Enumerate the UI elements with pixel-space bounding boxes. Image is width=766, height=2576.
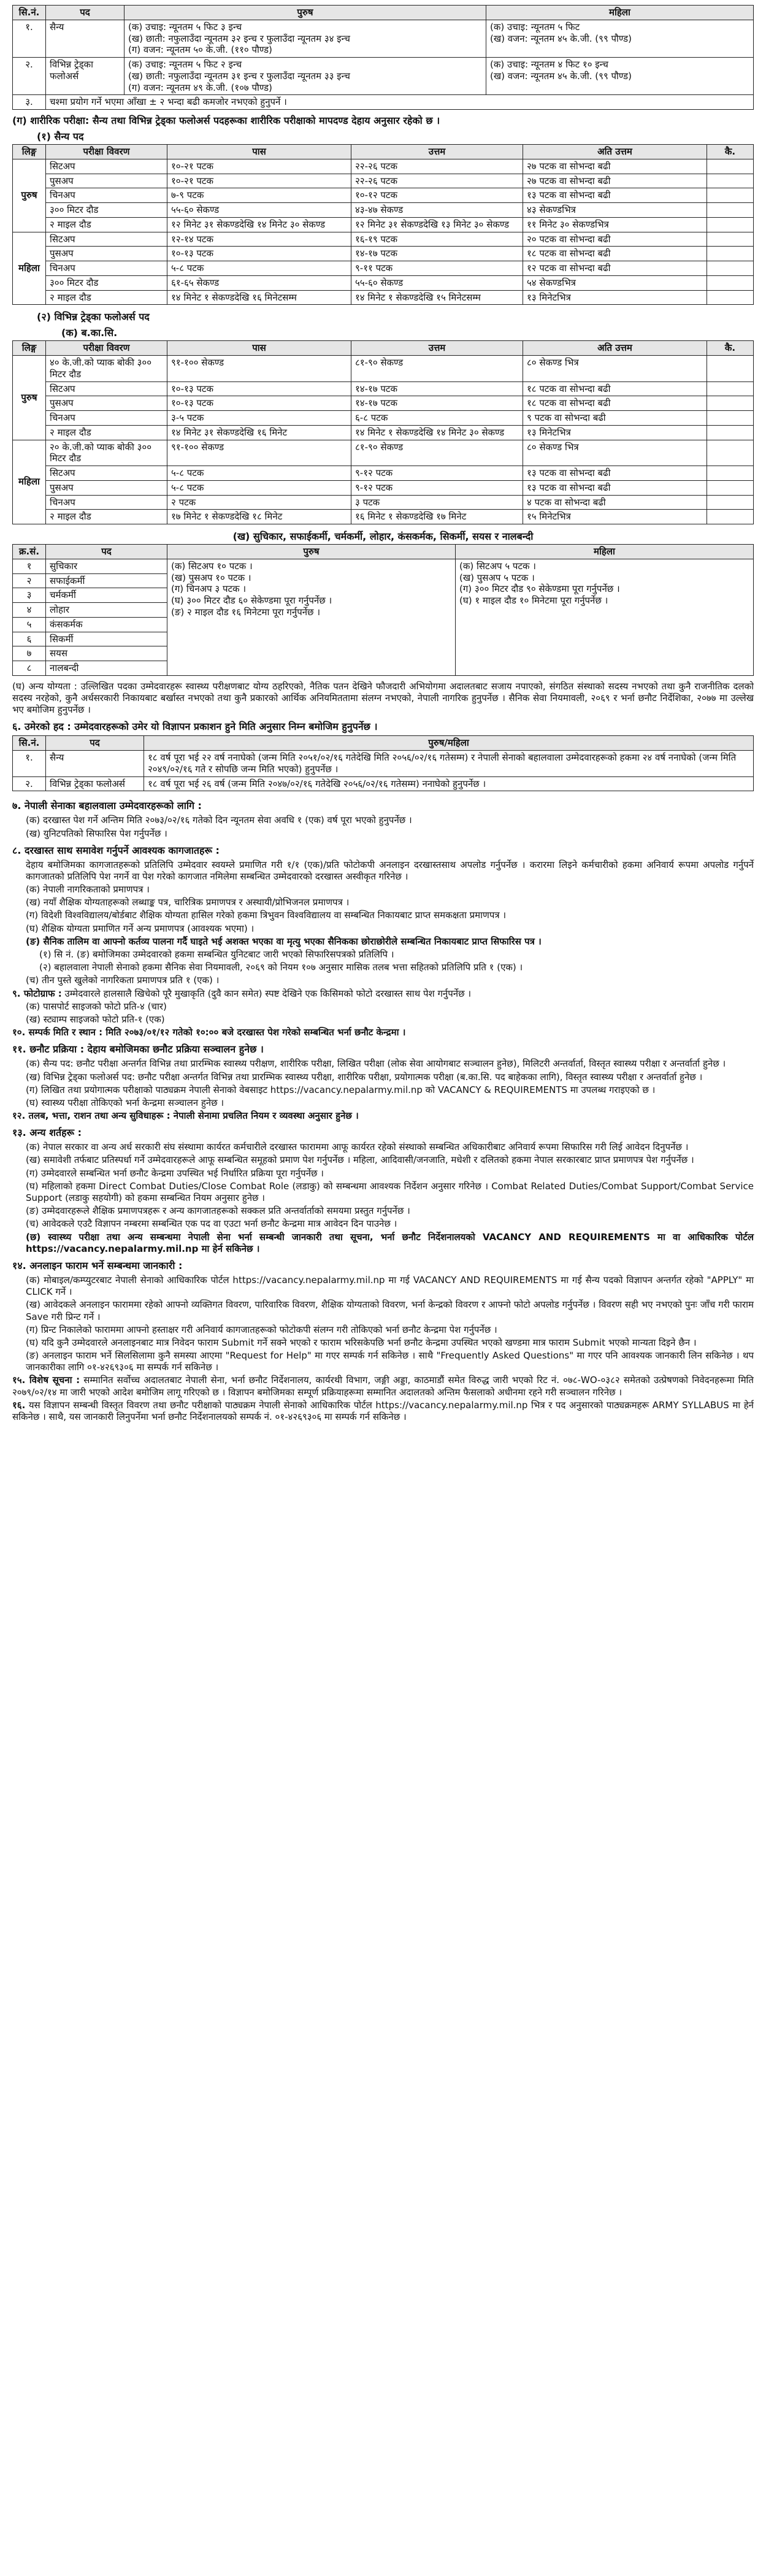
good-value: ४३-४७ सेकण्ड — [351, 203, 523, 218]
header-male: पुरुष — [167, 545, 456, 559]
header-test: परीक्षा विवरण — [46, 341, 167, 356]
sec8-item: (घ) शैक्षिक योग्यता प्रमाणित गर्ने अन्य प्रमाणपत्र (आवश्यक भएमा) । — [26, 922, 255, 934]
row-sn: ५ — [13, 617, 46, 632]
remarks-cell — [707, 217, 754, 232]
excellent-value: ४ पटक वा सोभन्दा बढी — [523, 495, 707, 510]
sec13-item: (ग) उम्मेदवारले सम्बन्धित भर्ना छनौट केन्द्रमा उपस्थित भई निर्धारित प्रक्रिया पूरा गर्नुपर्नेछ । — [26, 1167, 324, 1179]
table-row — [13, 510, 754, 524]
good-value: ९-११ पटक — [351, 261, 523, 276]
test-name: ३०० मिटर दौड — [46, 203, 167, 218]
remarks-cell — [707, 356, 754, 382]
row-male — [124, 58, 486, 95]
remarks-cell — [707, 188, 754, 203]
pass-value: १०-१३ पटक — [167, 396, 351, 411]
good-value: १४-१७ पटक — [351, 247, 523, 261]
gender-label: पुरुष — [13, 159, 46, 232]
excellent-value: १८ पटक वा सोभन्दा बढी — [523, 396, 707, 411]
pass-value: ६१-६५ सेकण्ड — [167, 275, 351, 290]
remarks-cell — [707, 396, 754, 411]
good-value: ९-१२ पटक — [351, 480, 523, 495]
test-name: पुसअप — [46, 247, 167, 261]
table-row — [13, 396, 754, 411]
female-requirement: (ख) पुसअप ५ पटक । — [459, 572, 535, 583]
excellent-value: १३ पटक वा सोभन्दा बढी — [523, 480, 707, 495]
excellent-value: १२ पटक वा सोभन्दा बढी — [523, 261, 707, 276]
document — [12, 0, 754, 1423]
sec11-item: (क) सैन्य पद: छनौट परीक्षा अन्तर्गत विभिन्न तथा प्रारम्भिक स्वास्थ्य परीक्षण, शारीरिक परीक्षा, लिखित परीक्षा (लोक सेवा आयोगबाट सञ्चालन हुनेछ), मिलिटरी अन्तर्वार्ता, विस्तृत स्वास्थ्य परीक्षा र अन्तर्वार्ता हुनेछ । — [26, 1058, 726, 1070]
header-male: पुरुष — [124, 6, 486, 20]
table-row — [13, 425, 754, 440]
excellent-value: २७ पटक वा सोभन्दा बढी — [523, 174, 707, 188]
table-row — [13, 58, 754, 95]
table-row — [13, 217, 754, 232]
sec13-item: (ख) समावेशी तर्फबाट प्रतिस्पर्धा गर्ने उम्मेदवारहरूले आफू सम्बन्धित समूहको प्रमाण पेश गर्नुपर्नेछ । महिला, आदिवासी/जनजाति, मधेशी र दलितको हकमा नेपाल सरकारबाट प्राप्त प्रमाणपत्र पेश गर्नुपर्नेछ । — [26, 1154, 694, 1166]
good-value: ८१-९० सेकण्ड — [351, 356, 523, 382]
row-post: नालबन्दी — [46, 661, 167, 676]
sec7-item: (क) दरखास्त पेश गर्ने अन्तिम मिति २०७३/०२/१६ गतेको दिन न्यूनतम सेवा अवधि १ (एक) वर्ष पूरा भएको हुनुपर्नेछ । — [26, 815, 412, 826]
row-sn: १. — [13, 751, 46, 777]
table-row — [13, 776, 754, 791]
excellent-value: ५४ सेकण्डभित्र — [523, 275, 707, 290]
male-requirement: (घ) ३०० मिटर दौड ६० सेकेण्डमा पूरा गर्नुपर्नेछ । — [171, 595, 332, 606]
gender-label: महिला — [13, 232, 46, 305]
row-sn: ६ — [13, 632, 46, 646]
excellent-value: १८ पटक वा सोभन्दा बढी — [523, 247, 707, 261]
row-post: विभिन्न ट्रेड्का फलोअर्स — [46, 58, 124, 95]
remarks-cell — [707, 290, 754, 305]
other-qualification-note: (घ) अन्य योग्यता : उल्लिखित पदका उम्मेदवारहरू स्वास्थ्य परीक्षणबाट योग्य ठहरिएको, नैतिक पतन देखिने फौजदारी अभियोगमा अदालतबाट सजाय नपाएको, संगठित संस्थाको सदस्य नभएको तथा कुनै राजनीतिक दलको सदस्य नरहेको, कुनै अर्धसरकारी निकायबाट बर्खास्त नभएको तथा कुनै प्रकारको आर्थिक अनियमिततामा संलग्न नभएको, नेपाली नागरिक हुनुपर्नेछ । सैनिक सेवा नियमावली, २०६९ र भर्ना छनौट निर्देशिका, २०७७ मा उल्लेख भए बमोजिम हुनुपर्नेछ । — [12, 680, 754, 716]
row-sn: २. — [13, 58, 46, 95]
header-female: महिला — [456, 545, 754, 559]
test-name: सिटअप — [46, 466, 167, 481]
excellent-value: १३ पटक वा सोभन्दा बढी — [523, 188, 707, 203]
test-name: २० के.जी.को प्याक बोकी ३०० मिटर दौड — [46, 440, 167, 466]
excellent-value: १८ पटक वा सोभन्दा बढी — [523, 381, 707, 396]
pass-value: १०-२१ पटक — [167, 174, 351, 188]
pass-value: २ पटक — [167, 495, 351, 510]
female-height: (क) उचाइ: न्यूनतम ५ फिट — [490, 21, 580, 33]
test-name: पुसअप — [46, 396, 167, 411]
support-trades-table — [12, 544, 754, 676]
test-name: पुसअप — [46, 480, 167, 495]
good-value: ३ पटक — [351, 495, 523, 510]
table-row — [13, 159, 754, 174]
header-sn: सि.नं. — [13, 736, 46, 751]
good-value: १२ मिनेट ३१ सेकण्डदेखि १३ मिनेट ३० सेकण्ड — [351, 217, 523, 232]
sec14-item: (ङ) अनलाइन फाराम भर्ने सिलसिलामा कुनै समस्या आएमा "Request for Help" मा गएर सम्पर्क गर्न सकिनेछ । साथै "Frequently Asked Questions" मा गएर पनि आवश्यक जानकारी लिन सकिनेछ । थप जानकारीका लागि ०१-४२६९३०६ मा सम्पर्क गर्न सकिनेछ । — [26, 1350, 754, 1373]
sec15-text: सम्मानित सर्वोच्च अदालतबाट नेपाली सेना, भर्ना छनौट निर्देशनालय, कार्यरथी विभाग, जङ्गी अड्डा, काठमाडौं समेत विरुद्ध जारी भएको रिट नं. ०७८-WO-०३८२ समेतको उत्प्रेषणको निवेदनहरूमा मिति २०७९/०२/१४ मा जारी भएको आदेश बमोजिम लागू गरिएको छ । विज्ञापन बमोजिमका सम्पूर्ण प्रक्रियाहरूमा सम्मानित अदालतको अन्तिम फैसलाको अधीनमा रहने गरी सञ्चालन गरिनेछ । — [12, 1374, 754, 1398]
row-post: सैन्य — [46, 751, 144, 777]
age-limit-table — [12, 735, 754, 791]
remarks-cell — [707, 425, 754, 440]
excellent-value: ११ मिनेट ३० सेकण्डभित्र — [523, 217, 707, 232]
sec13-item: (घ) महिलाको हकमा Direct Combat Duties/Close Combat Role (लडाकु) को सम्बन्धमा आवश्यक निर्देशन अनुसार गरिनेछ । Combat Related Duties/Combat Support/Combat Service Support (लडाकु सहयोगी) को हकमा सम्बन्धित नियम अनुसार हुनेछ । — [26, 1180, 754, 1203]
excellent-value: २७ पटक वा सोभन्दा बढी — [523, 159, 707, 174]
row-female — [486, 58, 754, 95]
remarks-cell — [707, 159, 754, 174]
good-value: १६ मिनेट १ सेकण्डदेखि १७ मिनेट — [351, 510, 523, 524]
sec11-item: (ग) लिखित तथा प्रयोगात्मक परीक्षाको पाठ्यक्रम नेपाली सेनाको वेबसाइट https://vacancy.nepalarmy.mil.np को VACANCY & REQUIREMENTS मा उपलब्ध गराइएको छ । — [26, 1084, 656, 1095]
table-row — [13, 495, 754, 510]
remarks-cell — [707, 510, 754, 524]
remarks-cell — [707, 480, 754, 495]
sec9-item: (ख) स्ट्याम्प साइजको फोटो प्रति-१ (एक) — [26, 1013, 165, 1025]
male-requirement: (ग) चिनअप ३ पटक । — [171, 583, 247, 595]
remarks-cell — [707, 174, 754, 188]
sec13-item: (च) आवेदकले एउटै विज्ञापन नम्बरमा सम्बन्धित एक पद वा एउटा भर्ना छनौट केन्द्रमा मात्र आवेदन दिन पाउनेछ । — [26, 1218, 397, 1230]
header-post: पद — [46, 6, 124, 20]
test-name: ४० के.जी.को प्याक बोकी ३०० मिटर दौड — [46, 356, 167, 382]
remarks-cell — [707, 203, 754, 218]
good-value: १६-१९ पटक — [351, 232, 523, 247]
excellent-value: १३ पटक वा सोभन्दा बढी — [523, 466, 707, 481]
table-row — [13, 20, 754, 57]
male-weight: (ग) वजन: न्यूनतम ४९ के.जी. (१०७ पौण्ड) — [128, 82, 272, 93]
pass-value: १०-१३ पटक — [167, 381, 351, 396]
test-name: ३०० मिटर दौड — [46, 275, 167, 290]
row-post: सफाईकर्मी — [46, 573, 167, 588]
good-value: १४ मिनेट १ सेकण्डदेखि १५ मिनेटसम्म — [351, 290, 523, 305]
follower-fitness-table — [12, 340, 754, 524]
sec8-item: (ख) नयाँ शैक्षिक योग्यताहरूको लब्धाङ्क पत्र, चारित्रिक प्रमाणपत्र र अस्थायी/प्रोभिजनल प्रमाणपत्र । — [26, 897, 350, 908]
table-row — [13, 381, 754, 396]
sec9-title: ९. फोटोग्राफ : — [12, 987, 62, 999]
header-sn: सि.नं. — [13, 6, 46, 20]
age-heading: ६. उमेरको हद : उम्मेदवारहरूको उमेर यो विज्ञापन प्रकाशन हुने मिति अनुसार निम्न बमोजिम हुनुपर्नेछ । — [12, 721, 378, 733]
pass-value: ५-८ पटक — [167, 261, 351, 276]
header-good: उत्तम — [351, 341, 523, 356]
header-remarks: कै. — [707, 145, 754, 159]
sec14-title: १४. अनलाइन फाराम भर्ने सम्बन्धमा जानकारी : — [12, 1259, 183, 1271]
table-row — [13, 174, 754, 188]
male-requirement: (ङ) २ माइल दौड १६ मिनेटमा पूरा गर्नुपर्नेछ । — [171, 606, 321, 618]
row-post: सुचिकार — [46, 559, 167, 573]
sec13-item: (ङ) उम्मेदवारहरूले शैक्षिक प्रमाणपत्रहरू र अन्य कागजातहरूको सक्कल प्रति अन्तर्वार्ताको समयमा प्रस्तुत गर्नुपर्नेछ । — [26, 1205, 410, 1217]
gender-label: पुरुष — [13, 356, 46, 440]
remarks-cell — [707, 495, 754, 510]
male-chest: (ख) छाती: नफुलाउँदा न्यूनतम ३२ इन्च र फुलाउँदा न्यूनतम ३४ इन्च — [128, 33, 350, 44]
follower-title: (२) विभिन्न ट्रेड्का फलोअर्स पद — [37, 311, 150, 323]
header-post: पद — [46, 545, 167, 559]
header-pass: पास — [167, 145, 351, 159]
sec9-item: (क) पासपोर्ट साइजको फोटो प्रति-४ (चार) — [26, 1000, 167, 1012]
sec10: १०. सम्पर्क मिति र स्थान : मिति २०७३/०१/१२ गतेको १०:०० बजे दरखास्त पेश गरेको सम्बन्धित भर्ना छनौट केन्द्रमा । — [12, 1027, 406, 1038]
remarks-cell — [707, 275, 754, 290]
row-eyesight: चश्मा प्रयोग गर्ने भएमा आँखा ± २ भन्दा बढी कमजोर नभएको हुनुपर्ने । — [46, 95, 754, 110]
row-post: चर्मकर्मी — [46, 588, 167, 603]
row-sn: १ — [13, 559, 46, 573]
table-row — [13, 232, 754, 247]
row-sn: ३. — [13, 95, 46, 110]
sec16-text: यस विज्ञापन सम्बन्धी विस्तृत विवरण तथा छनौट परीक्षाको पाठ्यक्रम नेपाली सेनाको आधिकारिक पोर्टल https://vacancy.nepalarmy.mil.np भित्र र पद अनुसारको पाठ्यक्रमहरू ARMY SYLLABUS मा हेर्न सकिनेछ । साथै, यस जानकारी लिनुपर्नेमा भर्ना छनौट निर्देशनालयको सम्पर्क नं. ०१-४२६९३०६ मा सम्पर्क गर्न सकिनेछ । — [12, 1399, 754, 1422]
fitness-heading: (ग) शारीरिक परीक्षा: सैन्य तथा विभिन्न ट्रेड्का फलोअर्स पदहरूका शारीरिक परीक्षाको मापदण्ड देहाय अनुसार रहेको छ । — [12, 115, 440, 126]
good-value: १४-१७ पटक — [351, 396, 523, 411]
row-sn: ३ — [13, 588, 46, 603]
excellent-value: १३ मिनेटभित्र — [523, 290, 707, 305]
header-excellent: अति उत्तम — [523, 145, 707, 159]
table-header-row — [13, 736, 754, 751]
test-name: चिनअप — [46, 261, 167, 276]
male-requirement: (क) सिटअप १० पटक । — [171, 560, 253, 572]
test-name: २ माइल दौड — [46, 217, 167, 232]
pass-value: १७ मिनेट १ सेकण्डदेखि १८ मिनेट — [167, 510, 351, 524]
test-name: चिनअप — [46, 188, 167, 203]
good-value: १४ मिनेट १ सेकण्डदेखि १४ मिनेट ३० सेकण्ड — [351, 425, 523, 440]
soldier-fitness-table — [12, 144, 754, 305]
sec16 — [12, 1400, 754, 1423]
table-header-row — [13, 6, 754, 20]
table-row — [13, 95, 754, 110]
header-post: पद — [46, 736, 144, 751]
table-row — [13, 247, 754, 261]
good-value: २२-२६ पटक — [351, 174, 523, 188]
test-name: २ माइल दौड — [46, 510, 167, 524]
test-name: २ माइल दौड — [46, 425, 167, 440]
table-row — [13, 261, 754, 276]
row-sn: २ — [13, 573, 46, 588]
remarks-cell — [707, 381, 754, 396]
male-weight: (ग) वजन: न्यूनतम ५० के.जी. (११० पौण्ड) — [128, 44, 272, 56]
row-post: सिकर्मी — [46, 632, 167, 646]
male-height: (क) उचाइ: न्यूनतम ५ फिट २ इन्च — [128, 59, 242, 70]
test-name: चिनअप — [46, 411, 167, 426]
table-row — [13, 275, 754, 290]
row-age-text: १८ वर्ष पूरा भई २२ वर्ष ननाघेको (जन्म मिति २०५१/०२/१६ गतेदेखि मिति २०५६/०२/१६ गतेसम्म) र नेपाली सेनाको बहालवाला उम्मेदवारहरूको हकमा २४ वर्ष ननाघेको (जन्म मिति २०४९/०२/१६ गते र सोपछि जन्म मिति भएको) हुनुपर्नेछ । — [144, 751, 754, 777]
header-test: परीक्षा विवरण — [46, 145, 167, 159]
header-pass: पास — [167, 341, 351, 356]
excellent-value: ९ पटक वा सोभन्दा बढी — [523, 411, 707, 426]
good-value: २२-२६ पटक — [351, 159, 523, 174]
good-value: ५५-६० सेकण्ड — [351, 275, 523, 290]
excellent-value: ८० सेकण्ड भित्र — [523, 440, 707, 466]
table-row — [13, 751, 754, 777]
sec14-item: (घ) यदि कुनै उम्मेदवारले अनलाइनबाट मात्र निवेदन फाराम Submit गर्ने सक्ने भएको र फाराम भरिसकेपछि भर्ना छनौट केन्द्रमा उपस्थित भएको खण्डमा मात्र फाराम Submit भएको मान्यता दिइने छैन । — [26, 1336, 697, 1348]
header-good: उत्तम — [351, 145, 523, 159]
table-header-row — [13, 341, 754, 356]
sec11-title: ११. छनौट प्रक्रिया : देहाय बमोजिमका छनौट प्रक्रिया सञ्चालन हुनेछ । — [12, 1043, 264, 1056]
row-post: कंसकर्मक — [46, 617, 167, 632]
female-requirement: (ग) ३०० मिटर दौड ९० सेकेण्डमा पूरा गर्नुपर्नेछ । — [459, 583, 620, 595]
remarks-cell — [707, 261, 754, 276]
sec8-title: ८. दरखास्त साथ समावेश गर्नुपर्ने आवश्यक कागजातहरू : — [12, 844, 220, 856]
sec12: १२. तलब, भत्ता, राशन तथा अन्य सुविधाहरू : नेपाली सेनामा प्रचलित नियम र व्यवस्था अनुसार हुनेछ । — [12, 1110, 359, 1122]
pass-value: १२ मिनेट ३१ सेकण्डदेखि १४ मिनेट ३० सेकण्ड — [167, 217, 351, 232]
pass-value: ९१-१०० सेकण्ड — [167, 356, 351, 382]
table-row — [13, 466, 754, 481]
row-post: विभिन्न ट्रेड्का फलोअर्स — [46, 776, 144, 791]
remarks-cell — [707, 466, 754, 481]
sec9 — [12, 988, 754, 1000]
sec7-title: ७. नेपाली सेनाका बहालवाला उम्मेदवारहरूको लागि : — [12, 800, 202, 812]
sec14-item: (ग) प्रिन्ट निकालेको फाराममा आफ्नो हस्ताक्षर गरी अनिवार्य कागजातहरूको फोटोकपी संलग्न गरी तोकिएको भर्ना छनौट केन्द्रमा पेश गर्नुपर्नेछ । — [26, 1324, 497, 1335]
header-excellent: अति उत्तम — [523, 341, 707, 356]
excellent-value: २० पटक वा सोभन्दा बढी — [523, 232, 707, 247]
gender-label: महिला — [13, 440, 46, 524]
sec11-item: (ख) विभिन्न ट्रेड्का फलोअर्स पद: छनौट परीक्षा अन्तर्गत विभिन्न तथा प्रारम्भिक स्वास्थ्य परीक्षा, शारीरिक परीक्षा, प्रयोगात्मक परीक्षा (ब.का.सि. पद बाहेकका लागि), विस्तृत स्वास्थ्य परीक्षा र अन्तर्वार्ता हुनेछ । — [26, 1071, 703, 1083]
row-female — [486, 20, 754, 57]
row-sn: ७ — [13, 646, 46, 661]
pass-value: १४ मिनेट ३१ सेकण्डदेखि १६ मिनेट — [167, 425, 351, 440]
table-row — [13, 411, 754, 426]
row-male — [124, 20, 486, 57]
pass-value: ५-८ पटक — [167, 466, 351, 481]
pass-value: १०-२१ पटक — [167, 159, 351, 174]
remarks-cell — [707, 411, 754, 426]
support-title: (ख) सुचिकार, सफाईकर्मी, चर्मकर्मी, लोहार, कंसकर्मक, सिकर्मी, सयस र नालबन्दी — [232, 531, 534, 542]
sec8-item: (ग) विदेशी विश्वविद्यालय/बोर्डबाट शैक्षिक योग्यता हासिल गरेको हकमा त्रिभुवन विश्वविद्यालय वा सम्बन्धित निकायबाट प्राप्त समकक्षता प्रमाणपत्र । — [26, 910, 507, 921]
soldier-title: (१) सैन्य पद — [37, 131, 84, 142]
sec8-item: (क) नेपाली नागरिकताको प्रमाणपत्र । — [26, 884, 150, 895]
sec8-subitem: (२) बहालवाला नेपाली सेनाको हकमा सैनिक सेवा नियमावली, २०६९ को नियम १०७ अनुसार मासिक तलब भत्ता सहितको प्रतिलिपि प्रति १ (एक) । — [39, 962, 523, 973]
table-row — [13, 440, 754, 466]
row-age-text: १८ वर्ष पूरा भई २६ वर्ष (जन्म मिति २०४७/०२/१६ गतेदेखि २०५६/०२/१६ गतेसम्म) ननाघेको हुनुपर्नेछ । — [144, 776, 754, 791]
row-sn: २. — [13, 776, 46, 791]
female-requirement: (घ) १ माइल दौड १० मिनेटमा पूरा गर्नुपर्नेछ । — [459, 595, 608, 606]
table-row — [13, 356, 754, 382]
female-height: (क) उचाइ: न्यूनतम ४ फिट १० इन्च — [490, 59, 608, 70]
pass-value: १०-१३ पटक — [167, 247, 351, 261]
test-name: सिटअप — [46, 232, 167, 247]
test-name: सिटअप — [46, 159, 167, 174]
pass-value: ९१-१०० सेकण्ड — [167, 440, 351, 466]
sec16-title: १६. — [12, 1399, 26, 1411]
excellent-value: १३ मिनेटभित्र — [523, 425, 707, 440]
female-weight: (ख) वजन: न्यूनतम ४५ के.जी. (९९ पौण्ड) — [490, 33, 632, 44]
table-header-row — [13, 145, 754, 159]
test-name: पुसअप — [46, 174, 167, 188]
pass-value: ७-९ पटक — [167, 188, 351, 203]
pass-value: १२-१४ पटक — [167, 232, 351, 247]
header-gender: लिङ्ग — [13, 145, 46, 159]
sec14-item: (ख) आवेदकले अनलाइन फाराममा रहेको आफ्नो व्यक्तिगत विवरण, पारिवारिक विवरण, शैक्षिक योग्यताको विवरण, भर्ना केन्द्रको विवरण र आफ्नो फोटो अपलोड गर्नुपर्नेछ । विवरण सही भए नभएको पुनः जाँच गरी फाराम Save गरी प्रिन्ट गर्ने । — [26, 1299, 754, 1322]
row-post: सैन्य — [46, 20, 124, 57]
header-female: महिला — [486, 6, 754, 20]
sec13-item: (क) नेपाल सरकार वा अन्य अर्ध सरकारी संघ संस्थामा कार्यरत कर्मचारीले दरखास्त फाराममा आफू कार्यरत रहेको संस्थाको सम्बन्धित अधिकारीबाट अनिवार्य रूपमा सिफारिस गरी लिई आवेदन दिनुपर्नेछ । — [26, 1141, 689, 1153]
row-post: लोहार — [46, 603, 167, 618]
excellent-value: ४३ सेकण्डभित्र — [523, 203, 707, 218]
male-requirement: (ख) पुसअप १० पटक । — [171, 572, 251, 583]
remarks-cell — [707, 440, 754, 466]
male-chest: (ख) छाती: नफुलाउँदा न्यूनतम ३१ इन्च र फुलाउँदा न्यूनतम ३३ इन्च — [128, 70, 350, 82]
header-remarks: कै. — [707, 341, 754, 356]
table-row — [13, 290, 754, 305]
sec11-item: (घ) स्वास्थ्य परीक्षा तोकिएको भर्ना केन्द्रमा सञ्चालन हुनेछ । — [26, 1097, 224, 1108]
female-requirements — [456, 559, 754, 675]
sec7-item: (ख) युनिटपतिको सिफारिस पेश गर्नुपर्नेछ । — [26, 827, 167, 839]
sec15-title: १५. विशेष सूचना : — [12, 1374, 80, 1386]
good-value: ९-१२ पटक — [351, 466, 523, 481]
female-weight: (ख) वजन: न्यूनतम ४५ के.जी. (९९ पौण्ड) — [490, 70, 632, 82]
sec8-intro: देहाय बमोजिमका कागजातहरूको प्रतिलिपि उम्मेदवार स्वयम्ले प्रमाणित गरी १/१ (एक)/प्रति फोटोकपी अनलाइन दरखास्तसाथ अपलोड गर्नुपर्नेछ । करारमा लिइने कर्मचारीको हकमा अनिवार्य रूपमा अपलोड गर्नुपर्ने कागजातको प्रतिलिपि पेश नगर्ने वा पेश गरेको कागजात नमिलेमा सम्बन्धित उम्मेदवारको दरखास्त अस्वीकृत गरिनेछ । — [26, 859, 754, 882]
header-gender: पुरुष/महिला — [144, 736, 754, 751]
male-requirements — [167, 559, 456, 675]
sec13-title: १३. अन्य शर्तहरू : — [12, 1127, 82, 1139]
good-value: ८१-९० सेकण्ड — [351, 440, 523, 466]
table-row — [13, 559, 754, 573]
pass-value: ५-८ पटक — [167, 480, 351, 495]
male-height: (क) उचाइ: न्यूनतम ५ फिट ३ इन्च — [128, 21, 242, 33]
physical-qualification-table — [12, 5, 754, 110]
header-sn: क्र.सं. — [13, 545, 46, 559]
pass-value: ३-५ पटक — [167, 411, 351, 426]
sec8-item: (च) तीन पुस्ते खुलेको नागरिकता प्रमाणपत्र प्रति १ (एक) । — [26, 975, 220, 986]
remarks-cell — [707, 232, 754, 247]
sec8-item: (ङ) सैनिक तालिम वा आफ्नो कर्तव्य पालना गर्दै घाइते भई अशक्त भएका वा मृत्यु भएका सैनिकका छोराछोरीले सम्बन्धित निकायबाट प्राप्त सिफारिस पत्र । — [26, 935, 542, 947]
row-sn: ८ — [13, 661, 46, 676]
test-name: चिनअप — [46, 495, 167, 510]
excellent-value: ८० सेकण्ड भित्र — [523, 356, 707, 382]
pass-value: १४ मिनेट १ सेकण्डदेखि १६ मिनेटसम्म — [167, 290, 351, 305]
female-requirement: (क) सिटअप ५ पटक । — [459, 560, 536, 572]
excellent-value: १५ मिनेटभित्र — [523, 510, 707, 524]
sec9-text: उम्मेदवारले हालसालै खिचेको पूरै मुखाकृति (दुवै कान समेत) स्पष्ट देखिने एक किसिमको फोटो दरखास्त साथ पेश गर्नुपर्नेछ । — [64, 987, 472, 999]
remarks-cell — [707, 247, 754, 261]
header-gender: लिङ्ग — [13, 341, 46, 356]
sec8-subitem: (१) सि नं. (ङ) बमोजिमका उम्मेदवारको हकमा सम्बन्धित युनिटबाट जारी भएको सिफारिसपत्रको प्रतिलिपि । — [39, 949, 394, 960]
good-value: १४-१७ पटक — [351, 381, 523, 396]
row-sn: ४ — [13, 603, 46, 618]
good-value: ६-८ पटक — [351, 411, 523, 426]
row-post: सयस — [46, 646, 167, 661]
table-row — [13, 480, 754, 495]
sec13-item: (छ) स्वास्थ्य परीक्षा तथा अन्य सम्बन्धमा नेपाली सेना भर्ना सम्बन्धी जानकारी तथा सूचना, भर्ना छनौट निर्देशनालयको VACANCY AND REQUIREMENTS मा वा आधिकारिक पोर्टल https://vacancy.nepalarmy.mil.np मा हेर्न सकिनेछ । — [26, 1231, 754, 1254]
sec14-item: (क) मोबाइल/कम्प्युटरबाट नेपाली सेनाको आधिकारिक पोर्टल https://vacancy.nepalarmy.mil.np मा गई VACANCY AND REQUIREMENTS मा गई सैन्य पदको विज्ञापन अन्तर्गत रहेको "APPLY" मा CLICK गर्ने । — [26, 1274, 754, 1298]
follower-subtitle: (क) ब.का.सि. — [61, 327, 118, 339]
table-header-row — [13, 545, 754, 559]
table-row — [13, 203, 754, 218]
good-value: १०-१२ पटक — [351, 188, 523, 203]
pass-value: ५५-६० सेकण्ड — [167, 203, 351, 218]
sec15 — [12, 1374, 754, 1398]
table-row — [13, 188, 754, 203]
test-name: २ माइल दौड — [46, 290, 167, 305]
row-sn: १. — [13, 20, 46, 57]
test-name: सिटअप — [46, 381, 167, 396]
